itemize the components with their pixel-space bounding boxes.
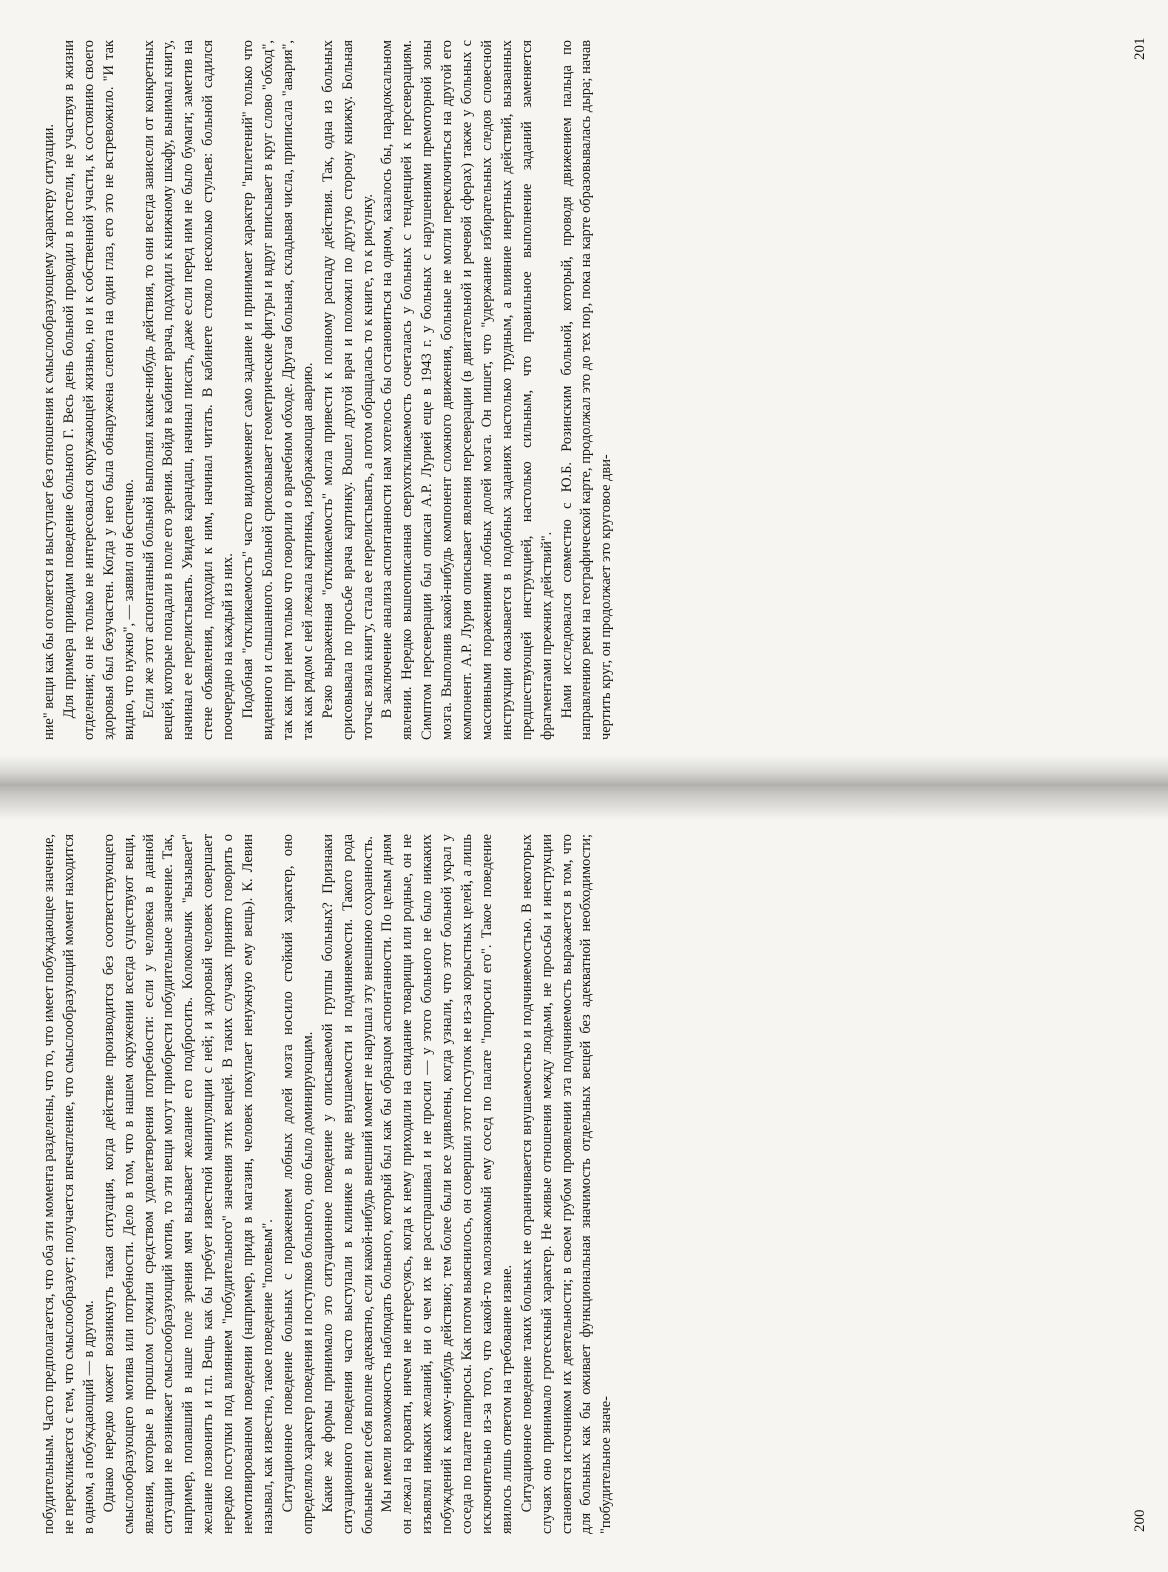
paragraph: Однако нередко может возникнуть такая ситуация, когда действие производится без соответствующего смыслообразующего мотива или потребности. Дело в том, что в нашем окружении всегда существуют вещи, явления, которые в прошлом служили средством удовлетворения потребности: если у человека в данной ситуации не возникает смыслообразующий мотив, то эти вещи могут приобрести побудительное значение. Так, например, попавший в наше поле зрения мяч вызывает желание его подбросить. Колокольчик "вызывает" желание позвонить и т.п. Вещь как бы требует известной манипуляции с ней; и здоровый человек совершает нередко поступки под влиянием "побудительного" значения этих вещей. В таких случаях принято говорить о немотивированном поведении (например, придя в магазин, человек покупает ненужную ему вещь). К. Левин называл, как известно, такое поведение "полевым". [100,834,276,1534]
paragraph: Если же этот аспонтанный больной выполнял какие-нибудь действия, то они всегда зависели от конкретных вещей, которые попадали в поле его зрения. Войдя в кабинет врача, подходил к книжному шкафу, вынимал книгу, начинал ее перелистывать. Увидев карандаш, начинал писать, даже если перед ним не было бумаги; заметив на стене объявления, подходил к ним, начинал читать. В кабинете стояло несколько стульев: больной садился поочередно на каждый из них. [140,40,237,740]
book-gutter [0,756,1168,820]
paragraph: Какие же формы принимало это ситуационное поведение у описываемой группы больных? Признаки ситуационного поведения часто выступали в клинике в виде внушаемости и подчиняемости. Такого рода больные вели себя вполне адекватно, если какой-нибудь внешний момент не нарушал эту внешнюю сохранность. [319,834,376,1534]
paragraph: Нами исследовался совместно с Ю.Б. Розинским больной, который, проводя движением пальца по направлению реки на географической карте, продолжал это до тех пор, пока на карте образовывалась дыра; начав чертить круг, он продолжает это круговое дви- [558,40,615,740]
right-page-text [40,40,1128,740]
paragraph: Ситуационное поведение таких больных не ограничивается внушаемостью и подчиняемостью. В некоторых случаях оно принимало гротескный характер. Не живые отношения между людьми, не просьбы и инструкции становятся источником их деятельности; в своем грубом проявлении эта подчиняемость выражается в том, что для больных как бы оживает функциональная значимость отдельных вещей без адекватной необходимости; "побудительное значе- [518,834,615,1534]
paragraph: ние" вещи как бы оголяется и выступает без отношения к смыслообразующему характеру ситуации. [41,124,57,740]
paragraph: В заключение анализа аспонтанности нам хотелось бы остановиться на одном, казалось бы, парадоксальном явлении. Нередко вышеописанная сверхоткликаемость сочеталась у больных с тенденцией к персеверациям. Симптом персеверации был описан А.Р. Лурией еще в 1943 г. у больных с нарушениями премоторной зоны мозга. Выполнив какой-нибудь компонент сложного движения, больные не могли переключиться на другой его компонент. А.Р. Лурия описывает явления персеверации (в двигательной и речевой сферах) также у больных с массивными поражениями лобных долей мозга. Он пишет, что "удержание избирательных следов словесной инструкции оказывается в подобных заданиях настолько трудным, а влияние инертных действий, вызванных предшествующей инструкцией, настолько сильным, что правильное выполнение заданий заменяется фрагментами прежних действий". [379,40,555,740]
paragraph: Мы имели возможность наблюдать больного, который был как бы образцом аспонтанности. По целым дням он лежал на кровати, ничем не интересуясь, когда к нему приходили на свидание товарищи или родные, он не изъявлял никаких желаний, ни о чем их не расспрашивал и не просил — у этого больного не было никаких побуждений к какому-нибудь действию; тем более были все удивлены, когда узнали, что этот больной украл у соседа по палате папиросы. Как потом выяснилось, он совершил этот поступок не из-за корыстных целей, а лишь исключительно из-за того, что какой-то малознакомый ему сосед по палате "попросил его". Такое поведение явилось лишь ответом на требование извне. [379,834,515,1534]
paragraph: Для примера приводим поведение больного Г. Весь день больной проводил в постели, не участвуя в жизни отделения; он не только не интересовался окружающей жизнью, но и к собственной участи, к состоянию своего здоровья был безучастен. Когда у него была обнаружена слепота на один глаз, его это не встревожило. "И так видно, что нужно", — заявил он беспечно. [60,40,137,740]
page-number-left: 200 [1132,1509,1148,1532]
page-number-right: 201 [1132,37,1148,60]
paragraph: Подобная "откликаемость" часто видоизменяет само задание и принимает характер "вплетений" только что виденного и слышанного. Больной срисовывает геометрические фигуры и вдруг вписывает в круг слово "обход", так как при нем только что говорили о врачебном обходе. Другая больная, складывая числа, приписала "авария", так как рядом с ней лежала картинка, изображающая аварию. [240,40,316,740]
paragraph: Ситуационное поведение больных с поражением лобных долей мозга носило стойкий характер, оно определяло характер поведения и поступков больного, оно было доминирующим. [279,834,316,1534]
left-page-text [40,834,1128,1534]
paragraph: побудительным. Часто предполагается, что оба эти момента разделены, что то, что имеет побуждающее значение, не перекликается с тем, что смыслообразует; получается впечатление, что смыслообразующий момент находится в одном, а побуждающий — в другом. [41,834,97,1534]
paragraph: Резко выраженная "откликаемость" могла привести к полному распаду действия. Так, одна из больных срисовывала по просьбе врача картинку. Вошел другой врач и положил по другую сторону книжку. Больная тотчас взяла книгу, стала ее перелистывать, а потом обращалась то к книге, то к рисунку. [319,40,376,740]
